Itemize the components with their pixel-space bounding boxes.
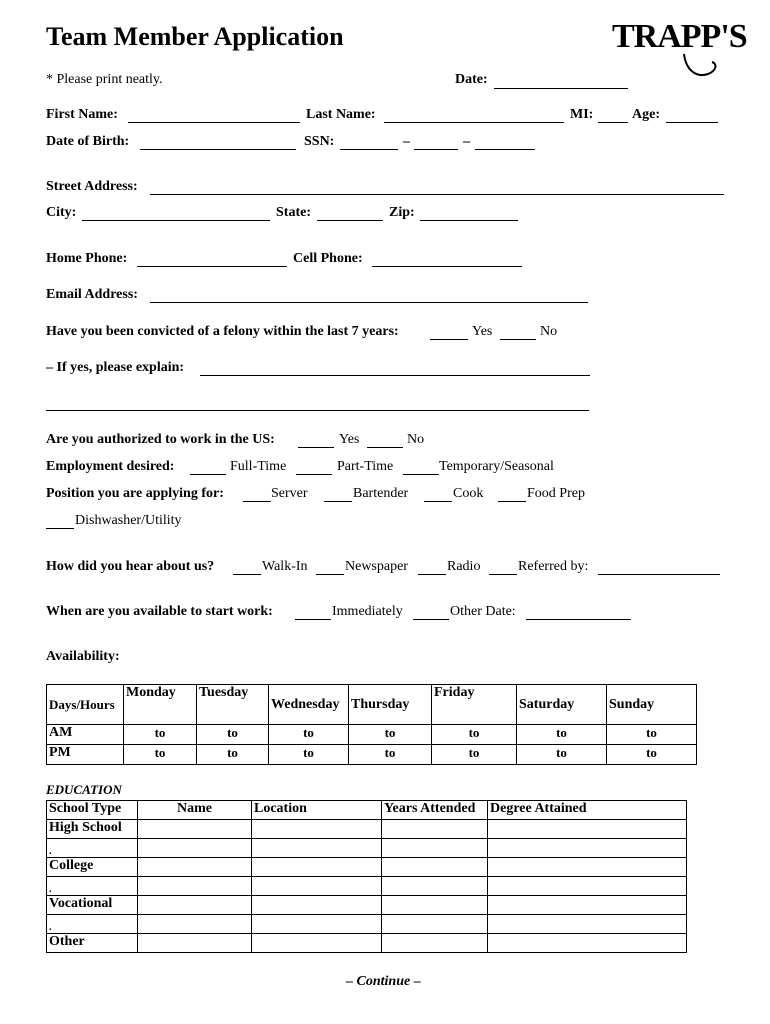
table-row bbox=[47, 877, 687, 896]
table-row bbox=[47, 915, 687, 934]
server-field[interactable] bbox=[243, 487, 271, 502]
school-type-cell: . bbox=[47, 839, 138, 858]
newspaper-field[interactable] bbox=[316, 560, 344, 575]
trapps-logo: TRAPP'S bbox=[612, 18, 747, 55]
felony-yes-label: Yes bbox=[472, 324, 493, 339]
location-cell[interactable] bbox=[252, 934, 382, 953]
table-row bbox=[47, 839, 687, 858]
authorized-yes-field[interactable] bbox=[298, 433, 334, 448]
name-cell[interactable] bbox=[138, 915, 252, 934]
pm-cell[interactable]: to bbox=[349, 745, 432, 765]
age-field[interactable] bbox=[666, 108, 718, 123]
hear-question: How did you hear about us? bbox=[46, 559, 215, 574]
ssn-field-3[interactable] bbox=[475, 135, 535, 150]
continue-label: – Continue – bbox=[346, 974, 421, 989]
pm-cell[interactable]: to bbox=[517, 745, 607, 765]
pm-cell[interactable]: to bbox=[432, 745, 517, 765]
degree-cell[interactable] bbox=[488, 896, 687, 915]
name-cell[interactable] bbox=[138, 877, 252, 896]
mi-label: MI: bbox=[570, 107, 594, 122]
full-time-label: Full-Time bbox=[230, 459, 287, 474]
availability-row bbox=[47, 725, 697, 745]
authorized-no-label: No bbox=[407, 432, 425, 447]
other-date-field[interactable] bbox=[526, 605, 631, 620]
years-cell[interactable] bbox=[382, 934, 488, 953]
temporary-label: Temporary/Seasonal bbox=[439, 459, 554, 474]
felony-no-field[interactable] bbox=[500, 325, 536, 340]
dishwasher-field[interactable] bbox=[46, 514, 74, 529]
email-field[interactable] bbox=[150, 288, 588, 303]
zip-label: Zip: bbox=[389, 205, 415, 220]
food-prep-label: Food Prep bbox=[527, 486, 585, 501]
col-name: Name bbox=[138, 801, 252, 820]
state-field[interactable] bbox=[317, 206, 383, 221]
table-row bbox=[47, 820, 687, 839]
school-type-cell: Vocational bbox=[47, 896, 138, 915]
cook-label: Cook bbox=[453, 486, 484, 501]
pm-cell[interactable]: to bbox=[124, 745, 197, 765]
table-row bbox=[47, 896, 687, 915]
years-cell[interactable] bbox=[382, 915, 488, 934]
age-label: Age: bbox=[632, 107, 660, 122]
ssn-dash: – bbox=[403, 134, 410, 149]
day-header: Tuesday bbox=[197, 685, 269, 725]
pm-cell[interactable]: to bbox=[197, 745, 269, 765]
pm-cell[interactable]: to bbox=[607, 745, 697, 765]
felony-yes-field[interactable] bbox=[430, 325, 468, 340]
bartender-field[interactable] bbox=[324, 487, 352, 502]
part-time-field[interactable] bbox=[296, 460, 332, 475]
home-phone-field[interactable] bbox=[137, 252, 287, 267]
street-label: Street Address: bbox=[46, 179, 138, 194]
zip-field[interactable] bbox=[420, 206, 518, 221]
city-label: City: bbox=[46, 205, 77, 220]
home-phone-label: Home Phone: bbox=[46, 251, 128, 266]
date-field[interactable] bbox=[494, 74, 628, 89]
degree-cell[interactable] bbox=[488, 820, 687, 839]
degree-cell[interactable] bbox=[488, 839, 687, 858]
radio-field[interactable] bbox=[418, 560, 446, 575]
degree-cell[interactable] bbox=[488, 915, 687, 934]
am-cell[interactable]: to bbox=[124, 725, 197, 745]
referred-label: Referred by: bbox=[518, 559, 589, 574]
employment-label: Employment desired: bbox=[46, 459, 175, 474]
availability-table bbox=[46, 684, 697, 765]
ssn-dash: – bbox=[463, 134, 470, 149]
years-cell[interactable] bbox=[382, 839, 488, 858]
location-cell[interactable] bbox=[252, 839, 382, 858]
school-type-cell: . bbox=[47, 915, 138, 934]
immediately-label: Immediately bbox=[332, 604, 403, 619]
explain-field-1[interactable] bbox=[200, 361, 590, 376]
last-name-label: Last Name: bbox=[306, 107, 376, 122]
am-cell[interactable]: to bbox=[197, 725, 269, 745]
state-label: State: bbox=[276, 205, 311, 220]
name-cell[interactable] bbox=[138, 839, 252, 858]
cell-phone-field[interactable] bbox=[372, 252, 522, 267]
table-row bbox=[47, 858, 687, 877]
immediately-field[interactable] bbox=[295, 605, 331, 620]
table-row bbox=[47, 934, 687, 953]
logo-swirl-icon bbox=[676, 52, 722, 82]
day-header: Saturday bbox=[517, 685, 607, 725]
am-cell[interactable]: to bbox=[349, 725, 432, 745]
availability-row bbox=[47, 745, 697, 765]
cell-phone-label: Cell Phone: bbox=[293, 251, 363, 266]
day-header: Friday bbox=[432, 685, 517, 725]
col-years-attended: Years Attended bbox=[382, 801, 488, 820]
referred-field[interactable] bbox=[489, 560, 517, 575]
school-type-cell: . bbox=[47, 877, 138, 896]
name-cell[interactable] bbox=[138, 820, 252, 839]
col-school-type: School Type bbox=[47, 801, 138, 820]
first-name-field[interactable] bbox=[128, 108, 300, 123]
server-label: Server bbox=[271, 486, 308, 501]
dob-label: Date of Birth: bbox=[46, 134, 130, 149]
location-cell[interactable] bbox=[252, 896, 382, 915]
other-date-label: Other Date: bbox=[450, 604, 516, 619]
name-cell[interactable] bbox=[138, 896, 252, 915]
bartender-label: Bartender bbox=[353, 486, 409, 501]
cook-field[interactable] bbox=[424, 487, 452, 502]
referred-by-field[interactable] bbox=[598, 560, 720, 575]
email-label: Email Address: bbox=[46, 287, 138, 302]
day-header: Monday bbox=[124, 685, 197, 725]
name-cell[interactable] bbox=[138, 934, 252, 953]
ssn-field-1[interactable] bbox=[340, 135, 398, 150]
mi-field[interactable] bbox=[598, 108, 628, 123]
school-type-cell: College bbox=[47, 858, 138, 877]
newspaper-label: Newspaper bbox=[345, 559, 408, 574]
first-name-label: First Name: bbox=[46, 107, 118, 122]
years-cell[interactable] bbox=[382, 877, 488, 896]
position-label: Position you are applying for: bbox=[46, 486, 224, 501]
available-question: When are you available to start work: bbox=[46, 604, 273, 619]
location-cell[interactable] bbox=[252, 877, 382, 896]
col-degree-attained: Degree Attained bbox=[488, 801, 687, 820]
days-hours-header: Days/Hours bbox=[47, 685, 124, 725]
day-header: Wednesday bbox=[269, 685, 349, 725]
last-name-field[interactable] bbox=[384, 108, 564, 123]
city-field[interactable] bbox=[82, 206, 270, 221]
location-cell[interactable] bbox=[252, 915, 382, 934]
authorized-question: Are you authorized to work in the US: bbox=[46, 432, 275, 447]
school-type-cell: High School bbox=[47, 820, 138, 839]
years-cell[interactable] bbox=[382, 858, 488, 877]
day-header: Sunday bbox=[607, 685, 697, 725]
authorized-no-field[interactable] bbox=[367, 433, 403, 448]
authorized-yes-label: Yes bbox=[339, 432, 360, 447]
name-cell[interactable] bbox=[138, 858, 252, 877]
street-field[interactable] bbox=[150, 180, 724, 195]
ssn-label: SSN: bbox=[304, 134, 335, 149]
degree-cell[interactable] bbox=[488, 877, 687, 896]
felony-question: Have you been convicted of a felony within the last 7 years: bbox=[46, 324, 399, 339]
explain-field-2[interactable] bbox=[46, 396, 589, 411]
full-time-field[interactable] bbox=[190, 460, 226, 475]
pm-cell[interactable]: to bbox=[269, 745, 349, 765]
page-title: Team Member Application bbox=[46, 22, 344, 51]
availability-heading: Availability: bbox=[46, 649, 120, 664]
print-note: * Please print neatly. bbox=[46, 72, 163, 87]
col-location: Location bbox=[252, 801, 382, 820]
am-cell[interactable]: to bbox=[432, 725, 517, 745]
other-date-check-field[interactable] bbox=[413, 605, 449, 620]
location-cell[interactable] bbox=[252, 820, 382, 839]
ssn-field-2[interactable] bbox=[414, 135, 458, 150]
am-cell[interactable]: to bbox=[517, 725, 607, 745]
years-cell[interactable] bbox=[382, 896, 488, 915]
degree-cell[interactable] bbox=[488, 934, 687, 953]
dishwasher-label: Dishwasher/Utility bbox=[75, 513, 182, 528]
felony-no-label: No bbox=[540, 324, 558, 339]
radio-label: Radio bbox=[447, 559, 481, 574]
am-cell[interactable]: to bbox=[269, 725, 349, 745]
education-heading: EDUCATION bbox=[46, 782, 122, 797]
education-table bbox=[46, 800, 687, 953]
part-time-label: Part-Time bbox=[337, 459, 394, 474]
row-label-pm: PM bbox=[47, 745, 124, 765]
temporary-field[interactable] bbox=[403, 460, 439, 475]
location-cell[interactable] bbox=[252, 858, 382, 877]
food-prep-field[interactable] bbox=[498, 487, 526, 502]
walk-in-field[interactable] bbox=[233, 560, 261, 575]
day-header: Thursday bbox=[349, 685, 432, 725]
dob-field[interactable] bbox=[140, 135, 296, 150]
years-cell[interactable] bbox=[382, 820, 488, 839]
degree-cell[interactable] bbox=[488, 858, 687, 877]
am-cell[interactable]: to bbox=[607, 725, 697, 745]
explain-label: – If yes, please explain: bbox=[46, 360, 185, 375]
school-type-cell: Other bbox=[47, 934, 138, 953]
row-label-am: AM bbox=[47, 725, 124, 745]
walk-in-label: Walk-In bbox=[262, 559, 308, 574]
date-label: Date: bbox=[455, 72, 488, 87]
